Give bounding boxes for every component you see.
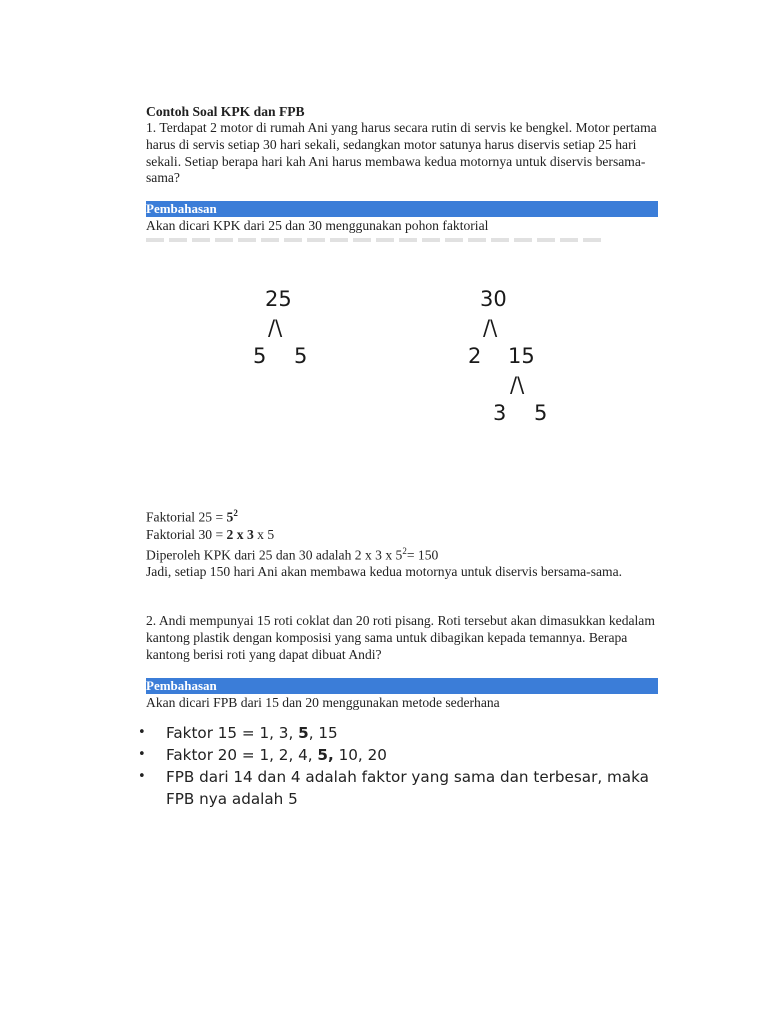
- factor-tree-image: [146, 235, 658, 505]
- section-header-pembahasan-1: Pembahasan: [146, 201, 658, 217]
- intro-fpb: Akan dicari FPB dari 15 dan 20 menggunakan metode sederhana: [146, 694, 500, 710]
- factorial-30: Faktorial 30 = 2 x 3 x 5: [146, 526, 275, 542]
- tree-node-2: 2: [468, 344, 482, 369]
- bullet-icon: •: [138, 724, 146, 740]
- tree-branch: /\: [268, 316, 283, 341]
- kpk-solution: [146, 505, 658, 580]
- kpk-result: Diperoleh KPK dari 25 dan 30 adalah 2 x 3 x $5^2= 150$: [146, 545, 439, 563]
- list-item: • FPB dari 14 dan 4 adalah faktor yang sama dan terbesar, maka FPB nya adalah 5: [138, 767, 649, 808]
- tree-branch: /\: [510, 373, 525, 398]
- tree-node-5: 5: [534, 401, 548, 426]
- tree-node-30: 30: [480, 287, 507, 312]
- page-title: Contoh Soal KPK dan FPB: [146, 104, 305, 119]
- list-item: • Faktor 20 = 1, 2, 4, 5, 10, 20: [138, 745, 387, 764]
- intro-kpk: Akan dicari KPK dari 25 dan 30 menggunakan pohon faktorial: [146, 218, 489, 234]
- tree-node-5b: 5: [294, 344, 308, 369]
- list-item: • Faktor 15 = 1, 3, 5, 15: [138, 723, 338, 742]
- question-1: 1. Terdapat 2 motor di rumah Ani yang harus secara rutin di servis ke bengkel. Motor pertama harus di servis setiap 30 hari sekali, sedangkan motor satunya harus diservis setiap 25 hari sekali. Setiap berapa hari kah Ani harus membawa kedua motornya untuk diservis bersama-sama?: [146, 120, 657, 186]
- document-page: [138, 103, 658, 810]
- tree-branch: /\: [483, 316, 498, 341]
- faint-text-remnant: [146, 238, 601, 242]
- factorial-25: Faktorial $25 = 5^2$: [146, 508, 238, 525]
- question-2: 2. Andi mempunyai 15 roti coklat dan 20 roti pisang. Roti tersebut akan dimasukkan kedalam kantong plastik dengan komposisi yang sama untuk dibagikan kepada temannya. Berapa kantong berisi roti yang dapat dibuat Andi?: [146, 613, 655, 662]
- tree-node-15: 15: [508, 344, 535, 369]
- tree-node-25: 25: [265, 287, 292, 312]
- tree-node-5a: 5: [253, 344, 267, 369]
- section-header-pembahasan-2: Pembahasan: [146, 678, 658, 694]
- tree-node-3: 3: [493, 401, 507, 426]
- conclusion-1: Jadi, setiap 150 hari Ani akan membawa kedua motornya untuk diservis bersama-sama.: [146, 564, 623, 580]
- bullet-icon: •: [138, 768, 146, 784]
- fpb-list: [138, 722, 658, 810]
- bullet-icon: •: [138, 746, 146, 762]
